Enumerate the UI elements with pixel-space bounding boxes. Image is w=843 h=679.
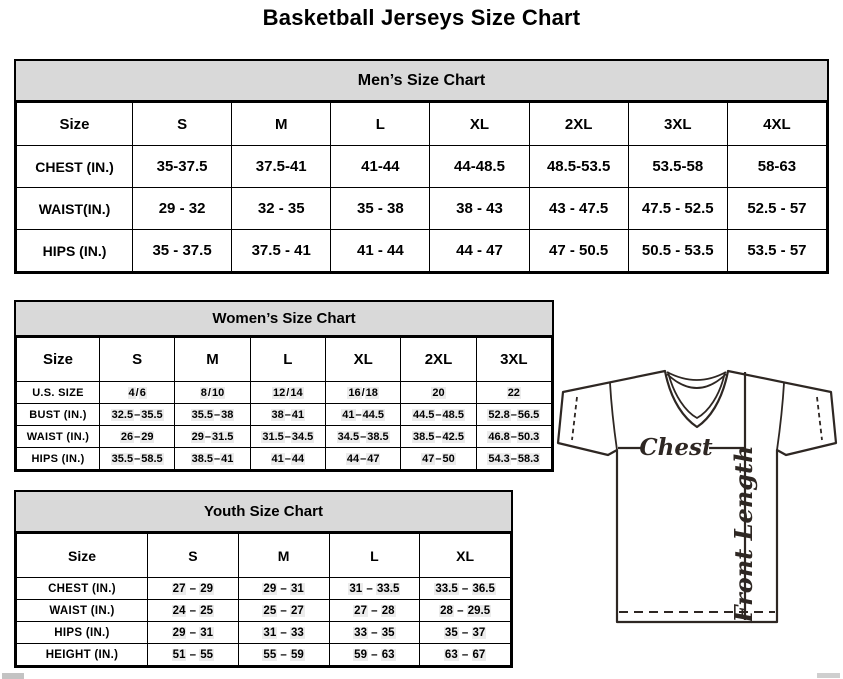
mens-size-chart-section (14, 59, 829, 274)
womens-size-chart-section (14, 300, 554, 472)
collar-back-arc-1 (667, 372, 726, 380)
cell-value: 25 – 27 (238, 600, 329, 622)
womens-size-table (16, 337, 552, 470)
table-row (17, 146, 827, 188)
cell-value: 44-48.5 (430, 146, 529, 188)
cell-value: 31.5–34.5 (250, 426, 325, 448)
column-header: XL (430, 103, 529, 146)
youth-size-chart-section (14, 490, 513, 668)
cell-value: 27 – 28 (329, 600, 420, 622)
column-header: 2XL (401, 338, 476, 382)
cell-value: 35 - 37.5 (133, 230, 232, 272)
column-header: Size (17, 534, 148, 578)
cell-value: 41–44.5 (325, 404, 400, 426)
cell-value: 52.8–56.5 (476, 404, 551, 426)
row-label: WAIST(IN.) (17, 188, 133, 230)
column-header: Size (17, 103, 133, 146)
row-label: HIPS (IN.) (17, 448, 100, 470)
cell-value: 35.5–38 (175, 404, 250, 426)
cell-value: 55 – 59 (238, 644, 329, 666)
cell-value: 53.5-58 (628, 146, 727, 188)
right-sleeve-seam (777, 383, 784, 450)
row-label: CHEST (IN.) (17, 146, 133, 188)
column-header: Size (17, 338, 100, 382)
youth-chart-title: Youth Size Chart (16, 492, 511, 533)
left-sleeve-seam (610, 383, 617, 450)
cell-value: 46.8–50.3 (476, 426, 551, 448)
cell-value: 41-44 (331, 146, 430, 188)
column-header: XL (325, 338, 400, 382)
cell-value: 16/18 (325, 382, 400, 404)
cell-value: 22 (476, 382, 551, 404)
column-header: M (238, 534, 329, 578)
row-label: U.S. SIZE (17, 382, 100, 404)
cell-value: 35.5–58.5 (100, 448, 175, 470)
scrollbar-fragment-right[interactable] (817, 673, 840, 678)
cell-value: 54.3–58.3 (476, 448, 551, 470)
cell-value: 44–47 (325, 448, 400, 470)
header-row (17, 103, 827, 146)
cell-value: 47 - 50.5 (529, 230, 628, 272)
left-cuff-dashed-line (572, 397, 577, 440)
cell-value: 31 – 33 (238, 622, 329, 644)
table-row (17, 426, 552, 448)
row-label: HIPS (IN.) (17, 622, 148, 644)
cell-value: 51 – 55 (148, 644, 239, 666)
column-header: M (232, 103, 331, 146)
cell-value: 35 – 37 (420, 622, 511, 644)
cell-value: 38.5–42.5 (401, 426, 476, 448)
row-label: CHEST (IN.) (17, 578, 148, 600)
table-row (17, 382, 552, 404)
cell-value: 33 – 35 (329, 622, 420, 644)
column-header: 3XL (628, 103, 727, 146)
table-row (17, 578, 511, 600)
jersey-measurement-diagram (554, 362, 842, 638)
row-label: WAIST (IN.) (17, 426, 100, 448)
cell-value: 38.5–41 (175, 448, 250, 470)
cell-value: 12/14 (250, 382, 325, 404)
cell-value: 29 - 32 (133, 188, 232, 230)
cell-value: 24 – 25 (148, 600, 239, 622)
cell-value: 27 – 29 (148, 578, 239, 600)
page-title: Basketball Jerseys Size Chart (262, 5, 581, 30)
front-length-label: Front Length (729, 445, 758, 623)
mens-chart-title: Men’s Size Chart (16, 61, 827, 102)
header-row (17, 534, 511, 578)
mens-size-table (16, 102, 827, 272)
cell-value: 32.5–35.5 (100, 404, 175, 426)
cell-value: 44 - 47 (430, 230, 529, 272)
cell-value: 37.5-41 (232, 146, 331, 188)
cell-value: 29 – 31 (238, 578, 329, 600)
cell-value: 58-63 (727, 146, 826, 188)
cell-value: 8/10 (175, 382, 250, 404)
cell-value: 38 - 43 (430, 188, 529, 230)
row-label: HIPS (IN.) (17, 230, 133, 272)
column-header: S (133, 103, 232, 146)
cell-value: 33.5 – 36.5 (420, 578, 511, 600)
table-row (17, 188, 827, 230)
column-header: M (175, 338, 250, 382)
cell-value: 63 – 67 (420, 644, 511, 666)
collar-inner-v (668, 372, 725, 418)
cell-value: 34.5–38.5 (325, 426, 400, 448)
right-cuff-dashed-line (817, 397, 822, 440)
cell-value: 50.5 - 53.5 (628, 230, 727, 272)
row-label: WAIST (IN.) (17, 600, 148, 622)
row-label: BUST (IN.) (17, 404, 100, 426)
cell-value: 38–41 (250, 404, 325, 426)
cell-value: 44.5–48.5 (401, 404, 476, 426)
table-row (17, 404, 552, 426)
jersey-outline-shape (558, 371, 836, 622)
cell-value: 52.5 - 57 (727, 188, 826, 230)
table-row (17, 622, 511, 644)
cell-value: 48.5-53.5 (529, 146, 628, 188)
cell-value: 31 – 33.5 (329, 578, 420, 600)
cell-value: 28 – 29.5 (420, 600, 511, 622)
womens-chart-title: Women’s Size Chart (16, 302, 552, 337)
table-row (17, 600, 511, 622)
cell-value: 53.5 - 57 (727, 230, 826, 272)
column-header: 2XL (529, 103, 628, 146)
youth-size-table (16, 533, 511, 666)
table-row (17, 230, 827, 272)
column-header: XL (420, 534, 511, 578)
cell-value: 32 - 35 (232, 188, 331, 230)
column-header: S (148, 534, 239, 578)
cell-value: 35 - 38 (331, 188, 430, 230)
cell-value: 20 (401, 382, 476, 404)
column-header: L (331, 103, 430, 146)
cell-value: 59 – 63 (329, 644, 420, 666)
cell-value: 41 - 44 (331, 230, 430, 272)
cell-value: 26–29 (100, 426, 175, 448)
cell-value: 4/6 (100, 382, 175, 404)
column-header: L (250, 338, 325, 382)
scrollbar-fragment-left[interactable] (2, 673, 24, 679)
column-header: 4XL (727, 103, 826, 146)
header-row (17, 338, 552, 382)
cell-value: 29–31.5 (175, 426, 250, 448)
table-row (17, 644, 511, 666)
cell-value: 41–44 (250, 448, 325, 470)
cell-value: 47–50 (401, 448, 476, 470)
row-label: HEIGHT (IN.) (17, 644, 148, 666)
cell-value: 29 – 31 (148, 622, 239, 644)
chest-label: Chest (639, 434, 713, 461)
cell-value: 37.5 - 41 (232, 230, 331, 272)
cell-value: 47.5 - 52.5 (628, 188, 727, 230)
cell-value: 43 - 47.5 (529, 188, 628, 230)
cell-value: 35-37.5 (133, 146, 232, 188)
column-header: S (100, 338, 175, 382)
column-header: L (329, 534, 420, 578)
table-row (17, 448, 552, 470)
column-header: 3XL (476, 338, 551, 382)
